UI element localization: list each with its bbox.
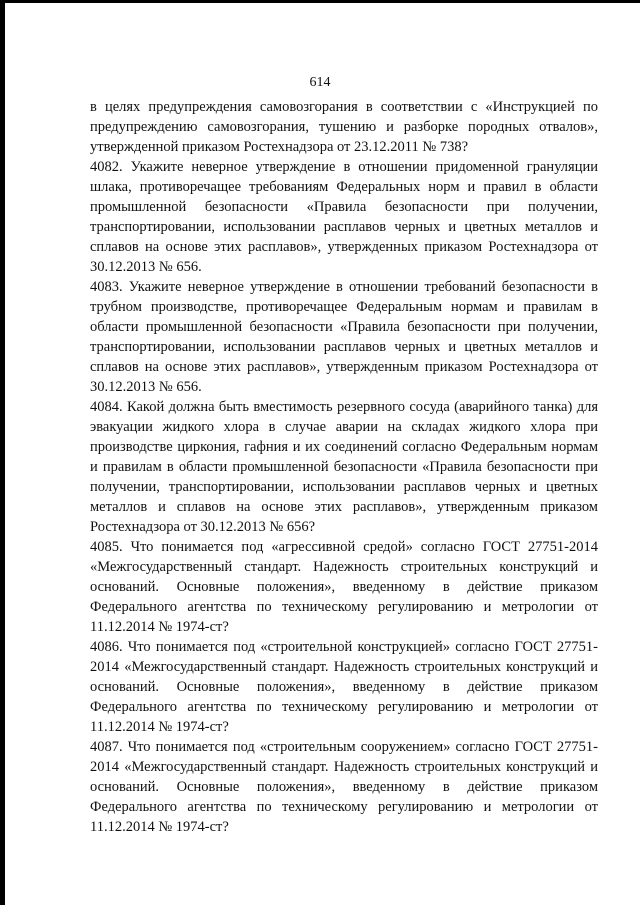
question-continuation: в целях предупреждения самовозгорания в соответствии с «Инструкцией по предупреждению самовозгорания, тушению и разборке породных отвалов», утвержденной приказом Ростехнадзора от 23.12.2011 № 738? [90,99,598,155]
question-4083: 4083. Укажите неверное утверждение в отношении требований безопасности в трубном производстве, противоречащее Федеральным нормам и правилам в области промышленной безопасности «Правила безопасности при получении, транспортировании, использовании расплавов черных и цветных металлов и сплавов на основе этих расплавов», утвержденным приказом Ростехнадзора от 30.12.2013 № 656. [90,279,598,395]
question-4085: 4085. Что понимается под «агрессивной средой» согласно ГОСТ 27751-2014 «Межгосударственный стандарт. Надежность строительных конструкций и оснований. Основные положения», введенному в действие приказом Федерального агентства по техническому регулированию и метрологии от 11.12.2014 № 1974-ст? [90,539,598,635]
question-4086: 4086. Что понимается под «строительной конструкцией» согласно ГОСТ 27751-2014 «Межгосударственный стандарт. Надежность строительных конструкций и оснований. Основные положения», введенному в действие приказом Федерального агентства по техническому регулированию и метрологии от 11.12.2014 № 1974-ст? [90,639,598,735]
question-4087: 4087. Что понимается под «строительным сооружением» согласно ГОСТ 27751-2014 «Межгосударственный стандарт. Надежность строительных конструкций и оснований. Основные положения», введенному в действие приказом Федерального агентства по техническому регулированию и метрологии от 11.12.2014 № 1974-ст? [90,739,598,835]
document-body [90,97,598,837]
scan-edge-left [0,0,5,905]
question-4084: 4084. Какой должна быть вместимость резервного сосуда (аварийного танка) для эвакуации жидкого хлора в случае аварии на складах жидкого хлора при производстве циркония, гафния и их соединений согласно Федеральным нормам и правилам в области промышленной безопасности «Правила безопасности при получении, транспортировании, использовании расплавов черных и цветных металлов и сплавов на основе этих расплавов», утвержденным приказом Ростехнадзора от 30.12.2013 № 656? [90,399,598,535]
scan-edge-top [0,0,640,3]
page-number: 614 [309,75,331,90]
question-4082: 4082. Укажите неверное утверждение в отношении придоменной грануляции шлака, противоречащее требованиям Федеральных норм и правил в области промышленной безопасности «Правила безопасности при получении, транспортировании, использовании расплавов черных и цветных металлов и сплавов на основе этих расплавов», утвержденных приказом Ростехнадзора от 30.12.2013 № 656. [90,159,598,275]
